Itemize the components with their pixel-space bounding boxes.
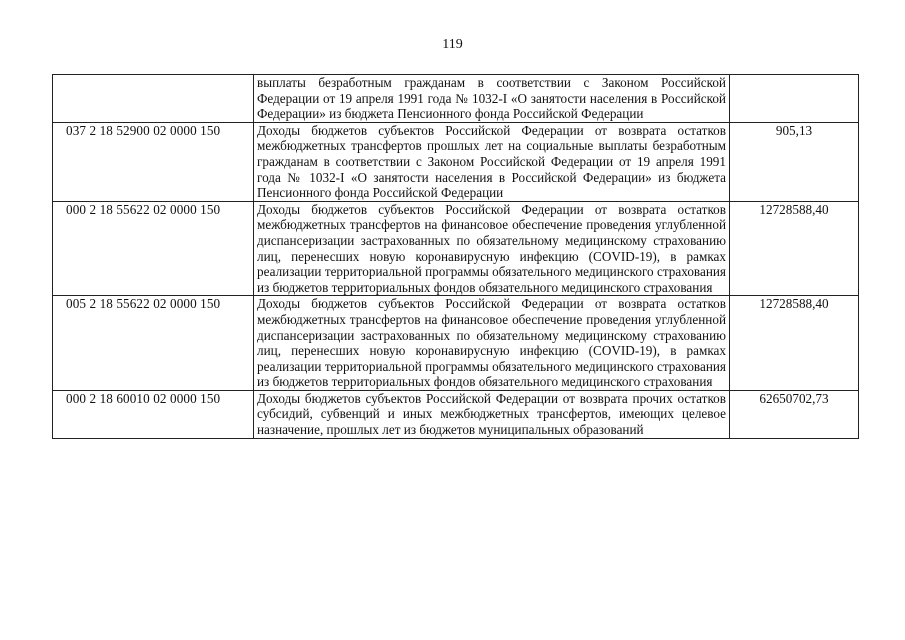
table-row xyxy=(53,75,859,123)
budget-code-cell: 000 2 18 60010 02 0000 150 xyxy=(53,390,254,438)
amount-cell xyxy=(730,75,859,123)
income-name-cell: Доходы бюджетов субъектов Российской Федерации от возврата прочих остатков субсидий, субвенций и иных межбюджетных трансфертов, имеющих целевое назначение, прошлых лет из бюджетов муниципальных образований xyxy=(254,390,730,438)
income-name-cell: Доходы бюджетов субъектов Российской Федерации от возврата остатков межбюджетных трансфертов на финансовое обеспечение проведения углубленной диспансеризации застрахованных по обязательному медицинскому страхованию лиц, перенесших новую коронавирусную инфекцию (COVID-19), в рамках реализации территориальной программы обязательного медицинского страхования из бюджетов территориальных фондов обязательного медицинского страхования xyxy=(254,201,730,296)
amount-cell: 905,13 xyxy=(730,122,859,201)
amount-cell: 12728588,40 xyxy=(730,201,859,296)
table-row xyxy=(53,201,859,296)
amount-cell: 12728588,40 xyxy=(730,296,859,391)
income-name-cell: Доходы бюджетов субъектов Российской Федерации от возврата остатков межбюджетных трансфертов прошлых лет на социальные выплаты безработным гражданам в соответствии с Законом Российской Федерации от 19 апреля 1991 года № 1032-I «О занятости населения в Российской Федерации» из бюджета Пенсионного фонда Российской Федерации xyxy=(254,122,730,201)
budget-table xyxy=(52,74,859,439)
budget-code-cell: 000 2 18 55622 02 0000 150 xyxy=(53,201,254,296)
table-row xyxy=(53,390,859,438)
income-name-cell: Доходы бюджетов субъектов Российской Федерации от возврата остатков межбюджетных трансфертов на финансовое обеспечение проведения углубленной диспансеризации застрахованных по обязательному медицинскому страхованию лиц, перенесших новую коронавирусную инфекцию (COVID-19), в рамках реализации территориальной программы обязательного медицинского страхования из бюджетов территориальных фондов обязательного медицинского страхования xyxy=(254,296,730,391)
table-row xyxy=(53,122,859,201)
amount-cell: 62650702,73 xyxy=(730,390,859,438)
budget-code-cell xyxy=(53,75,254,123)
page-number: 119 xyxy=(442,37,463,52)
table-row xyxy=(53,296,859,391)
budget-code-cell: 037 2 18 52900 02 0000 150 xyxy=(53,122,254,201)
budget-code-cell: 005 2 18 55622 02 0000 150 xyxy=(53,296,254,391)
income-name-cell: выплаты безработным гражданам в соответствии с Законом Российской Федерации от 19 апреля 1991 года № 1032-I «О занятости населения в Российской Федерации» из бюджета Пенсионного фонда Российской Федерации xyxy=(254,75,730,123)
